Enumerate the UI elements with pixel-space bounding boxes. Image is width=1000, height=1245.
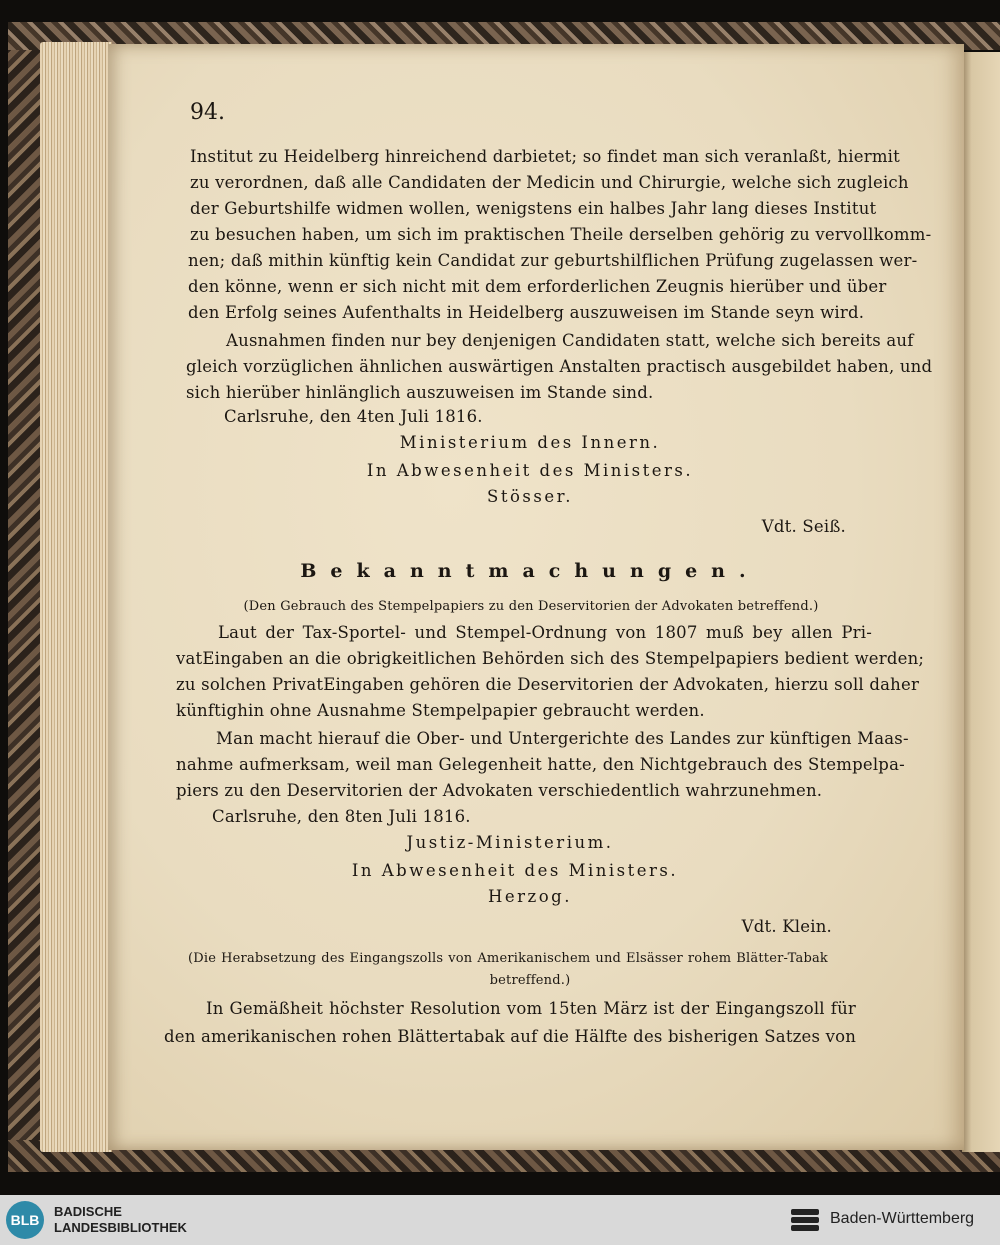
ministry-name: Justiz-Ministerium. — [406, 833, 614, 852]
baden-wuerttemberg-lions-icon[interactable] — [791, 1207, 819, 1233]
section-heading: Bekanntmachungen. — [300, 560, 760, 582]
blb-logo-icon[interactable]: BLB — [6, 1201, 44, 1239]
text-line: gleich vorzüglichen ähnlichen auswärtigen Anstalten practisch ausgebildet haben, und — [186, 357, 933, 376]
signatory-name: Stösser. — [487, 487, 573, 506]
state-name[interactable]: Baden-Württemberg — [830, 1210, 975, 1227]
text-line: Institut zu Heidelberg hinreichend darbietet; so findet man sich veranlaßt, hiermit — [190, 147, 900, 166]
text-line: Ausnahmen finden nur bey denjenigen Candidaten statt, welche sich bereits auf — [226, 331, 914, 350]
section-subheading: betreffend.) — [489, 973, 571, 988]
place-date: Carlsruhe, den 4ten Juli 1816. — [224, 407, 483, 426]
page-number: 94. — [190, 100, 225, 125]
absence-note: In Abwesenheit des Ministers. — [366, 461, 694, 480]
text-line: sich hierüber hinlänglich auszuweisen im Stande sind. — [186, 383, 654, 402]
text-line: den könne, wenn er sich nicht mit dem erforderlichen Zeugnis hierüber und über — [188, 277, 887, 296]
vdt-signature: Vdt. Klein. — [741, 917, 832, 936]
signatory-name: Herzog. — [488, 887, 572, 906]
text-line: piers zu den Deservitorien der Advokaten verschiedentlich wahrzunehmen. — [176, 781, 823, 800]
section-subheading: (Die Herabsetzung des Eingangszolls von Amerikanischem und Elsässer rohem Blätter-Tabak — [188, 951, 828, 966]
absence-note: In Abwesenheit des Ministers. — [351, 861, 679, 880]
text-line: nen; daß mithin künftig kein Candidat zur geburtshilflichen Prüfung zugelassen wer- — [188, 251, 918, 270]
text-line: vatEingaben an die obrigkeitlichen Behörden sich des Stempelpapiers bedient werden; — [176, 649, 925, 668]
text-line: zu verordnen, daß alle Candidaten der Medicin und Chirurgie, welche sich zugleich — [190, 173, 909, 192]
text-line: nahme aufmerksam, weil man Gelegenheit hatte, den Nichtgebrauch des Stempelpa- — [176, 755, 905, 774]
section-subheading: (Den Gebrauch des Stempelpapiers zu den Deservitorien der Advokaten betreffend.) — [243, 599, 819, 614]
text-line: Man macht hierauf die Ober- und Untergerichte des Landes zur künftigen Maas- — [216, 729, 909, 748]
text-line: künftighin ohne Ausnahme Stempelpapier gebraucht werden. — [176, 701, 705, 720]
text-line: zu solchen PrivatEingaben gehören die Deservitorien der Advokaten, hierzu soll daher — [176, 675, 920, 694]
library-name-line2: LANDESBIBLIOTHEK — [54, 1220, 187, 1235]
library-name[interactable] — [54, 1204, 187, 1236]
text-line: den Erfolg seines Aufenthalts in Heidelberg auszuweisen im Stande seyn wird. — [188, 303, 865, 322]
text-line: Laut der Tax-Sportel- und Stempel-Ordnung von 1807 muß bey allen Pri- — [218, 623, 872, 642]
text-line: der Geburtshilfe widmen wollen, wenigstens ein halbes Jahr lang dieses Institut — [190, 199, 877, 218]
text-line: den amerikanischen rohen Blättertabak auf die Hälfte des bisherigen Satzes von — [164, 1027, 857, 1046]
text-line: zu besuchen haben, um sich im praktischen Theile derselben gehörig zu vervollkomm- — [190, 225, 932, 244]
footer-bar — [0, 1195, 1000, 1245]
vdt-signature: Vdt. Seiß. — [761, 517, 846, 536]
library-name-line1: BADISCHE — [54, 1204, 122, 1219]
place-date: Carlsruhe, den 8ten Juli 1816. — [212, 807, 471, 826]
text-line: In Gemäßheit höchster Resolution vom 15ten März ist der Eingangszoll für — [206, 999, 856, 1018]
ministry-name: Ministerium des Innern. — [399, 433, 661, 452]
